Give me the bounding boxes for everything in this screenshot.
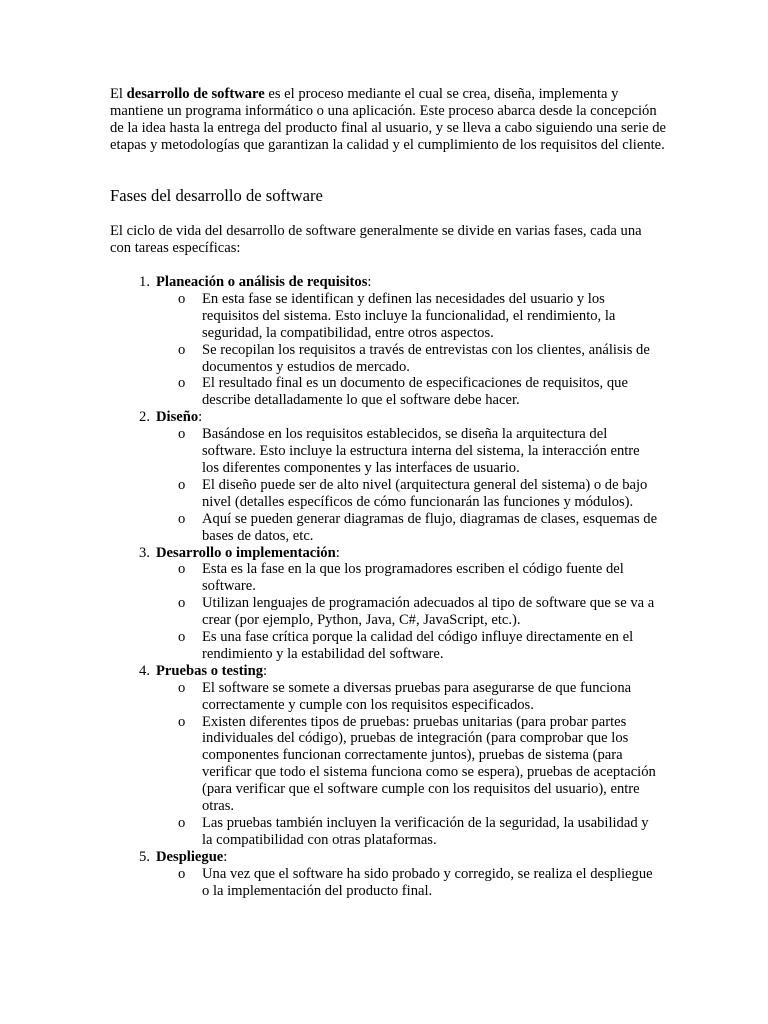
intro-bold-term: desarrollo de software (126, 86, 265, 102)
phase-item (110, 409, 658, 544)
bullet-marker: o (178, 290, 186, 307)
phases-list (110, 274, 658, 900)
phase-number: 1. (139, 274, 150, 290)
intro-paragraph (110, 86, 666, 154)
sub-item (156, 291, 658, 342)
bullet-marker: o (178, 341, 186, 358)
intro-after: es el proceso mediante el cual se crea, diseña, implementa y mantiene un programa informático o una aplicación. Este proceso abarca desde la concepción de la idea hasta la entrega del producto final al usuario, y se lleva a cabo siguiendo una serie de etapas y metodologías que garantizan la calidad y el cumplimiento de los requisitos del cliente. (110, 86, 666, 153)
sub-item-text: Una vez que el software ha sido probado y corregido, se realiza el despliegue o la implementación del producto final. (202, 865, 653, 899)
phase-title: Pruebas o testing (156, 662, 264, 679)
phase-title-suffix: : (263, 662, 268, 679)
bullet-marker: o (178, 510, 186, 527)
phase-title-suffix: : (198, 409, 203, 426)
sub-item (156, 375, 658, 409)
phase-title-suffix: : (367, 274, 372, 290)
sub-item (156, 595, 658, 629)
phase-item (110, 274, 658, 409)
phase-number: 4. (139, 662, 150, 679)
sub-item (156, 815, 658, 849)
phase-title: Planeación o análisis de requisitos (156, 274, 368, 290)
phase-number: 2. (139, 409, 150, 426)
lead-paragraph: El ciclo de vida del desarrollo de software generalmente se divide en varias fases, cada una con tareas específicas: (110, 223, 642, 256)
phase-title: Diseño (156, 409, 199, 426)
bullet-marker: o (178, 815, 186, 831)
bullet-marker: o (178, 375, 186, 392)
intro-before: El (110, 86, 127, 102)
sub-item-text: Es una fase crítica porque la calidad del código influye directamente en el rendimiento y la estabilidad del software. (202, 629, 634, 662)
sub-item-text: Las pruebas también incluyen la verificación de la seguridad, la usabilidad y la compatibilidad con otras plataformas. (202, 815, 649, 848)
sub-item-text: Se recopilan los requisitos a través de entrevistas con los clientes, análisis de documentos y estudios de mercado. (202, 341, 650, 375)
phase-number: 5. (139, 848, 150, 865)
sub-item (156, 477, 658, 511)
phase-item (110, 849, 658, 900)
bullet-marker: o (178, 865, 186, 882)
bullet-marker: o (178, 713, 186, 730)
sub-item-text: Esta es la fase en la que los programadores escriben el código fuente del software. (202, 561, 624, 595)
sub-item-text: Utilizan lenguajes de programación adecuados al tipo de software que se va a crear (por ejemplo, Python, Java, C#, JavaScript, etc.). (202, 595, 655, 629)
phase-item (110, 545, 658, 663)
phase-title-suffix: : (335, 544, 340, 561)
bullet-marker: o (178, 561, 186, 578)
sub-item (156, 866, 658, 900)
sub-item-text: Aquí se pueden generar diagramas de flujo, diagramas de clases, esquemas de bases de datos, etc. (202, 510, 658, 544)
bullet-marker: o (178, 426, 186, 443)
phase-item (110, 663, 658, 849)
phase-title-suffix: : (223, 848, 228, 865)
bullet-marker: o (178, 629, 186, 646)
bullet-marker: o (178, 476, 186, 493)
phase-title: Despliegue (156, 848, 224, 865)
phase-subitems (156, 866, 658, 900)
sub-item-text: El resultado final es un documento de especificaciones de requisitos, que describe detalladamente lo que el software debe hacer. (202, 375, 628, 409)
sub-item-text: El software se somete a diversas pruebas para asegurarse de que funciona correctamente y cumple con los requisitos especificados. (202, 679, 632, 713)
sub-item-text: Basándose en los requisitos establecidos, se diseña la arquitectura del software. Esto incluye la estructura interna del sistema, la interacción entre los diferentes componentes y las interfaces de usuario. (202, 426, 640, 476)
phase-subitems (156, 561, 658, 662)
section-heading: Fases del desarrollo de software (110, 186, 323, 205)
phase-subitems (156, 426, 658, 544)
phase-subitems (156, 680, 658, 849)
sub-item-text: En esta fase se identifican y definen las necesidades del usuario y los requisitos del sistema. Esto incluye la funcionalidad, el rendimiento, la seguridad, la compatibilidad, entre otros aspectos. (202, 290, 616, 341)
bullet-marker: o (178, 679, 186, 696)
sub-item (156, 342, 658, 376)
sub-item (156, 561, 658, 595)
sub-item (156, 629, 658, 663)
bullet-marker: o (178, 595, 186, 612)
phase-subitems (156, 291, 658, 409)
phase-title: Desarrollo o implementación (156, 544, 336, 561)
sub-item-text: Existen diferentes tipos de pruebas: pruebas unitarias (para probar partes individuales del código), pruebas de integración (para comprobar que los componentes funcionan correctamente juntos), pruebas de sistema (para verificar que todo el sistema funciona como se espera), pruebas de aceptación (para verificar que el software cumple con los requisitos del usuario), entre otras. (202, 713, 656, 815)
phase-number: 3. (139, 544, 150, 561)
sub-item (156, 714, 658, 815)
sub-item (156, 680, 658, 714)
sub-item (156, 511, 658, 545)
sub-item (156, 426, 658, 477)
sub-item-text: El diseño puede ser de alto nivel (arquitectura general del sistema) o de bajo nivel (detalles específicos de cómo funcionarán las funciones y módulos). (202, 476, 648, 510)
